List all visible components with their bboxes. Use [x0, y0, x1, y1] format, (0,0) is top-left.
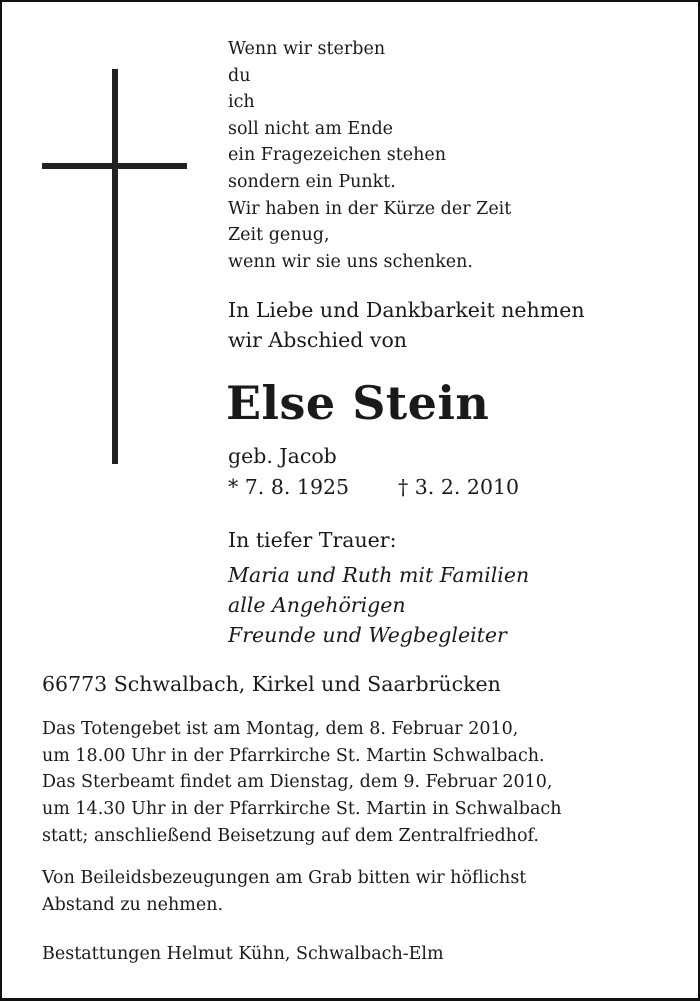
- poem-line: Wir haben in der Kürze der Zeit: [228, 198, 512, 219]
- intro-line: wir Abschied von: [228, 328, 408, 352]
- birth-date: * 7. 8. 1925: [228, 475, 350, 499]
- undertaker-line: Bestattungen Helmut Kühn, Schwalbach-Elm: [42, 944, 444, 964]
- poem-line: ich: [228, 92, 255, 113]
- poem: [228, 36, 511, 275]
- poem-line: ein Fragezeichen stehen: [228, 145, 446, 166]
- intro-line: In Liebe und Dankbarkeit nehmen: [228, 298, 585, 322]
- poem-line: wenn wir sie uns schenken.: [228, 251, 473, 272]
- cross-horizontal-bar: [42, 163, 187, 169]
- condolence-line: Von Beileidsbezeugungen am Grab bitten wir höflichst: [42, 868, 527, 888]
- service-info-line: um 18.00 Uhr in der Pfarrkirche St. Martin Schwalbach.: [42, 745, 545, 766]
- poem-line: sondern ein Punkt.: [228, 171, 396, 192]
- mourners-list: [228, 560, 529, 650]
- condolence-line: Abstand zu nehmen.: [42, 894, 224, 915]
- poem-line: du: [228, 65, 251, 86]
- farewell-intro: [228, 295, 585, 355]
- deceased-name: Else Stein: [226, 376, 490, 430]
- mourner-line: alle Angehörigen: [228, 593, 406, 617]
- mourning-label: In tiefer Trauer:: [228, 528, 397, 552]
- poem-line: Zeit genug,: [228, 225, 330, 246]
- maiden-name: geb. Jacob: [228, 444, 337, 468]
- service-info-line: statt; anschließend Beisetzung auf dem Zentralfriedhof.: [42, 825, 539, 846]
- service-info-line: Das Totengebet ist am Montag, dem 8. Februar 2010,: [42, 719, 519, 739]
- poem-line: soll nicht am Ende: [228, 118, 394, 139]
- poem-line: Wenn wir sterben: [228, 39, 386, 59]
- condolence-request: [42, 865, 526, 918]
- service-info: [42, 716, 561, 850]
- location-line: 66773 Schwalbach, Kirkel und Saarbrücken: [42, 672, 501, 696]
- mourner-line: Maria und Ruth mit Familien: [228, 563, 530, 587]
- service-info-line: Das Sterbeamt findet am Dienstag, dem 9. Februar 2010,: [42, 772, 553, 793]
- death-date: † 3. 2. 2010: [398, 475, 520, 499]
- service-info-line: um 14.30 Uhr in der Pfarrkirche St. Martin in Schwalbach: [42, 799, 562, 820]
- mourner-line: Freunde und Wegbegleiter: [228, 623, 507, 647]
- cross-vertical-bar: [112, 69, 118, 464]
- life-dates: [228, 472, 520, 502]
